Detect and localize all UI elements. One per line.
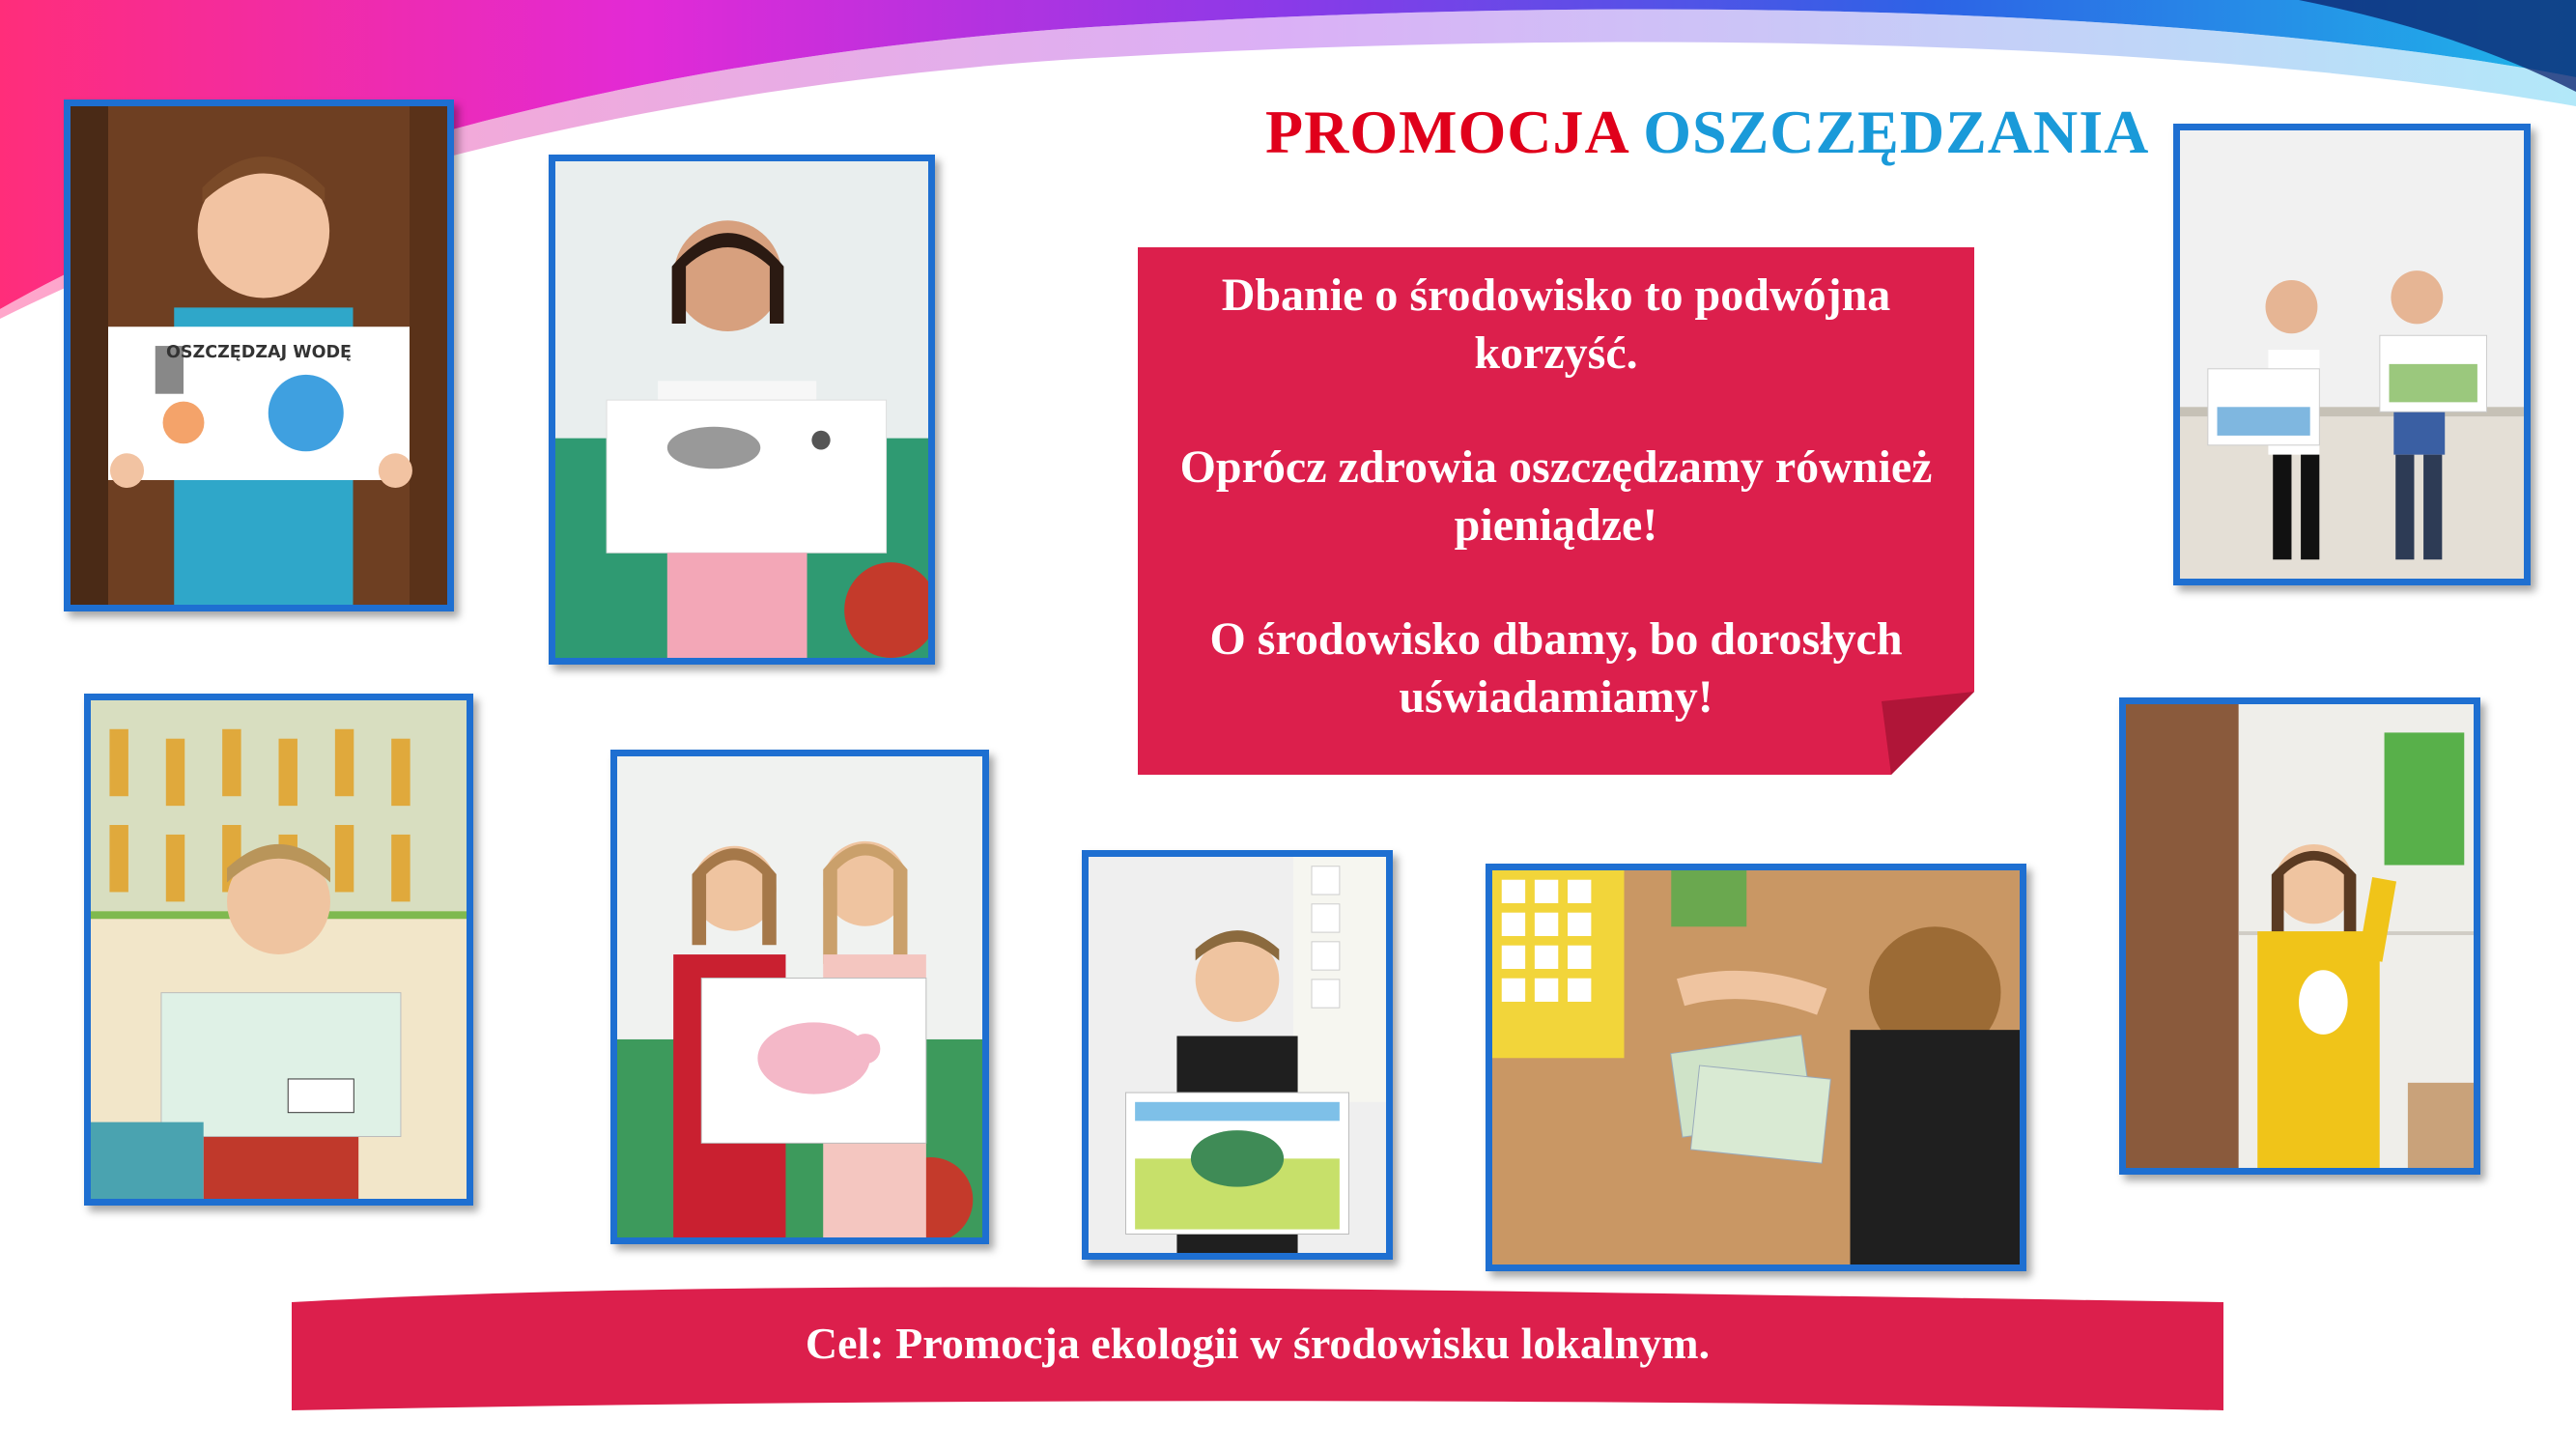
note-line-2: Oprócz zdrowia oszczędzamy również pieniądze! <box>1179 441 1933 551</box>
photo-boy-green-drawing <box>1082 850 1393 1260</box>
goal-banner <box>292 1283 2223 1410</box>
title-word-promocja: PROMOCJA <box>1265 98 1628 166</box>
info-note <box>1138 247 1974 775</box>
poster-text: OSZCZĘDZAJ WODĘ <box>165 342 353 363</box>
photo-two-children-drawings <box>2173 124 2531 585</box>
note-line-1: Dbanie o środowisko to podwójna korzyść. <box>1221 270 1891 379</box>
note-line-3: O środowisko dbamy, bo dorosłych uświadamiamy! <box>1209 613 1903 723</box>
title-word-oszczedzania: OSZCZĘDZANIA <box>1643 98 2150 166</box>
photo-two-girls-piggy-bank <box>610 750 989 1244</box>
photo-girl-cat-drawing <box>549 155 935 665</box>
photo-boy-water-poster <box>64 99 454 611</box>
page-title <box>1265 97 2150 168</box>
note-text <box>1176 267 1936 726</box>
goal-text: Cel: Promocja ekologii w środowisku lokalnym. <box>805 1319 1711 1368</box>
photo-girl-pointing-wall <box>2119 697 2480 1175</box>
photo-boy-giraffe-classroom <box>84 694 473 1206</box>
photo-child-play-money <box>1486 864 2026 1271</box>
